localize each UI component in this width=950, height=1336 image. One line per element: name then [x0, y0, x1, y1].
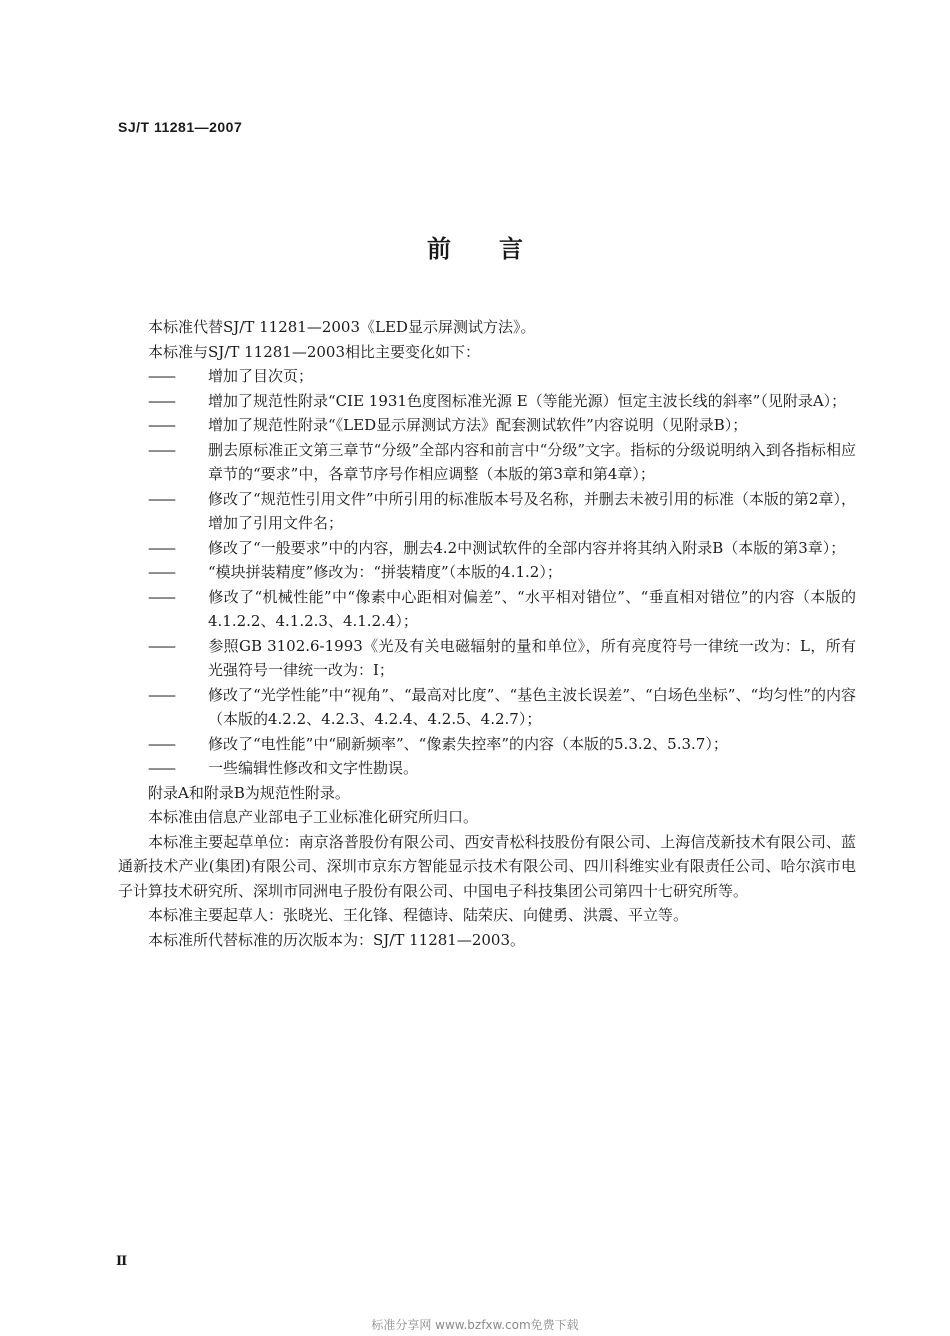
dash-marker: ——: [148, 489, 174, 508]
change-item: [148, 756, 856, 781]
dash-marker: ——: [148, 538, 174, 557]
change-item: [148, 487, 856, 536]
change-item: [148, 634, 856, 683]
change-text: 删去原标准正文第三章节“分级”全部内容和前言中“分级”文字。指标的分级说明纳入到各指标相应章节的“要求”中，各章节序号作相应调整（本版的第3章和第4章）；: [208, 440, 856, 483]
change-text: 修改了“一般要求”中的内容，删去4.2中测试软件的全部内容并将其纳入附录B（本版的第3章）；: [208, 538, 846, 557]
change-item: [148, 389, 856, 414]
change-item: [148, 683, 856, 732]
change-text: 修改了“光学性能”中“视角”、“最高对比度”、“基色主波长误差”、“白场色坐标”、“均匀性”的内容（本版的4.2.2、4.2.3、4.2.4、4.2.5、4.2.7）；: [208, 685, 856, 728]
change-text: 增加了规范性附录“CIE 1931色度图标准光源 E（等能光源）恒定主波长线的斜率”（见附录A）；: [208, 391, 847, 410]
dash-marker: ——: [148, 759, 174, 777]
closing-paragraph: 本标准主要起草人：张晓光、王化锋、程德诗、陆荣庆、向健勇、洪震、平立等。: [148, 906, 689, 924]
intro-paragraph: 本标准代替SJ/T 11281—2003《LED显示屏测试方法》。: [148, 318, 536, 336]
change-item: [148, 364, 856, 389]
dash-marker: ——: [148, 440, 174, 459]
document-code: SJ/T 11281—2007: [118, 119, 243, 135]
change-text: 修改了“机械性能”中“像素中心距相对偏差”、“水平相对错位”、“垂直相对错位”的内容（本版的4.1.2.2、4.1.2.3、4.1.2.4）；: [208, 587, 856, 630]
change-text: 增加了目次页；: [208, 367, 314, 385]
change-text: 修改了“电性能”中“刷新频率”、“像素失控率”的内容（本版的5.3.2、5.3.7）；: [208, 734, 728, 753]
change-text: 参照GB 3102.6-1993《光及有关电磁辐射的量和单位》，所有亮度符号一律统一改为：L，所有光强符号一律统一改为：I；: [208, 636, 856, 679]
dash-marker: ——: [148, 587, 174, 606]
dash-marker: ——: [148, 734, 174, 753]
dash-marker: ——: [148, 563, 174, 581]
foreword-body: [118, 315, 856, 952]
change-text: 增加了规范性附录“《LED显示屏测试方法》配套测试软件”内容说明（见附录B）；: [208, 416, 748, 434]
dash-marker: ——: [148, 685, 174, 704]
closing-paragraph: 本标准由信息产业部电子工业标准化研究所归口。: [148, 808, 479, 826]
closing-paragraph: 本标准所代替标准的历次版本为：SJ/T 11281—2003。: [148, 930, 526, 949]
intro-paragraph: 本标准与SJ/T 11281—2003相比主要变化如下：: [148, 342, 481, 361]
change-item: [148, 732, 856, 757]
dash-marker: ——: [148, 391, 174, 410]
change-item: [148, 536, 856, 561]
change-text: 修改了“规范性引用文件”中所引用的标准版本号及名称，并删去未被引用的标准（本版的第2章），增加了引用文件名；: [208, 489, 856, 532]
watermark-footer: 标准分享网 www.bzfxw.com免费下载: [371, 1318, 579, 1332]
change-item: [148, 585, 856, 634]
change-item: [148, 413, 856, 438]
change-text: “模块拼装精度”修改为：“拼装精度”（本版的4.1.2）；: [208, 563, 562, 581]
page-title: 前言: [427, 235, 571, 263]
change-item: [148, 438, 856, 487]
closing-paragraph: 附录A和附录B为规范性附录。: [148, 783, 350, 802]
change-text: 一些编辑性修改和文字性勘误。: [208, 759, 419, 777]
dash-marker: ——: [148, 416, 174, 434]
dash-marker: ——: [148, 636, 174, 655]
change-item: [148, 560, 856, 585]
page-number: II: [116, 1254, 127, 1269]
dash-marker: ——: [148, 367, 174, 385]
closing-paragraph: 本标准主要起草单位：南京洛普股份有限公司、西安青松科技股份有限公司、上海信茂新技术有限公司、蓝通新技术产业(集团)有限公司、深圳市京东方智能显示技术有限公司、四川科维实业有限责任公司、哈尔滨市电子计算技术研究所、深圳市同洲电子股份有限公司、中国电子科技集团公司第四十七研究所等。: [118, 832, 856, 900]
